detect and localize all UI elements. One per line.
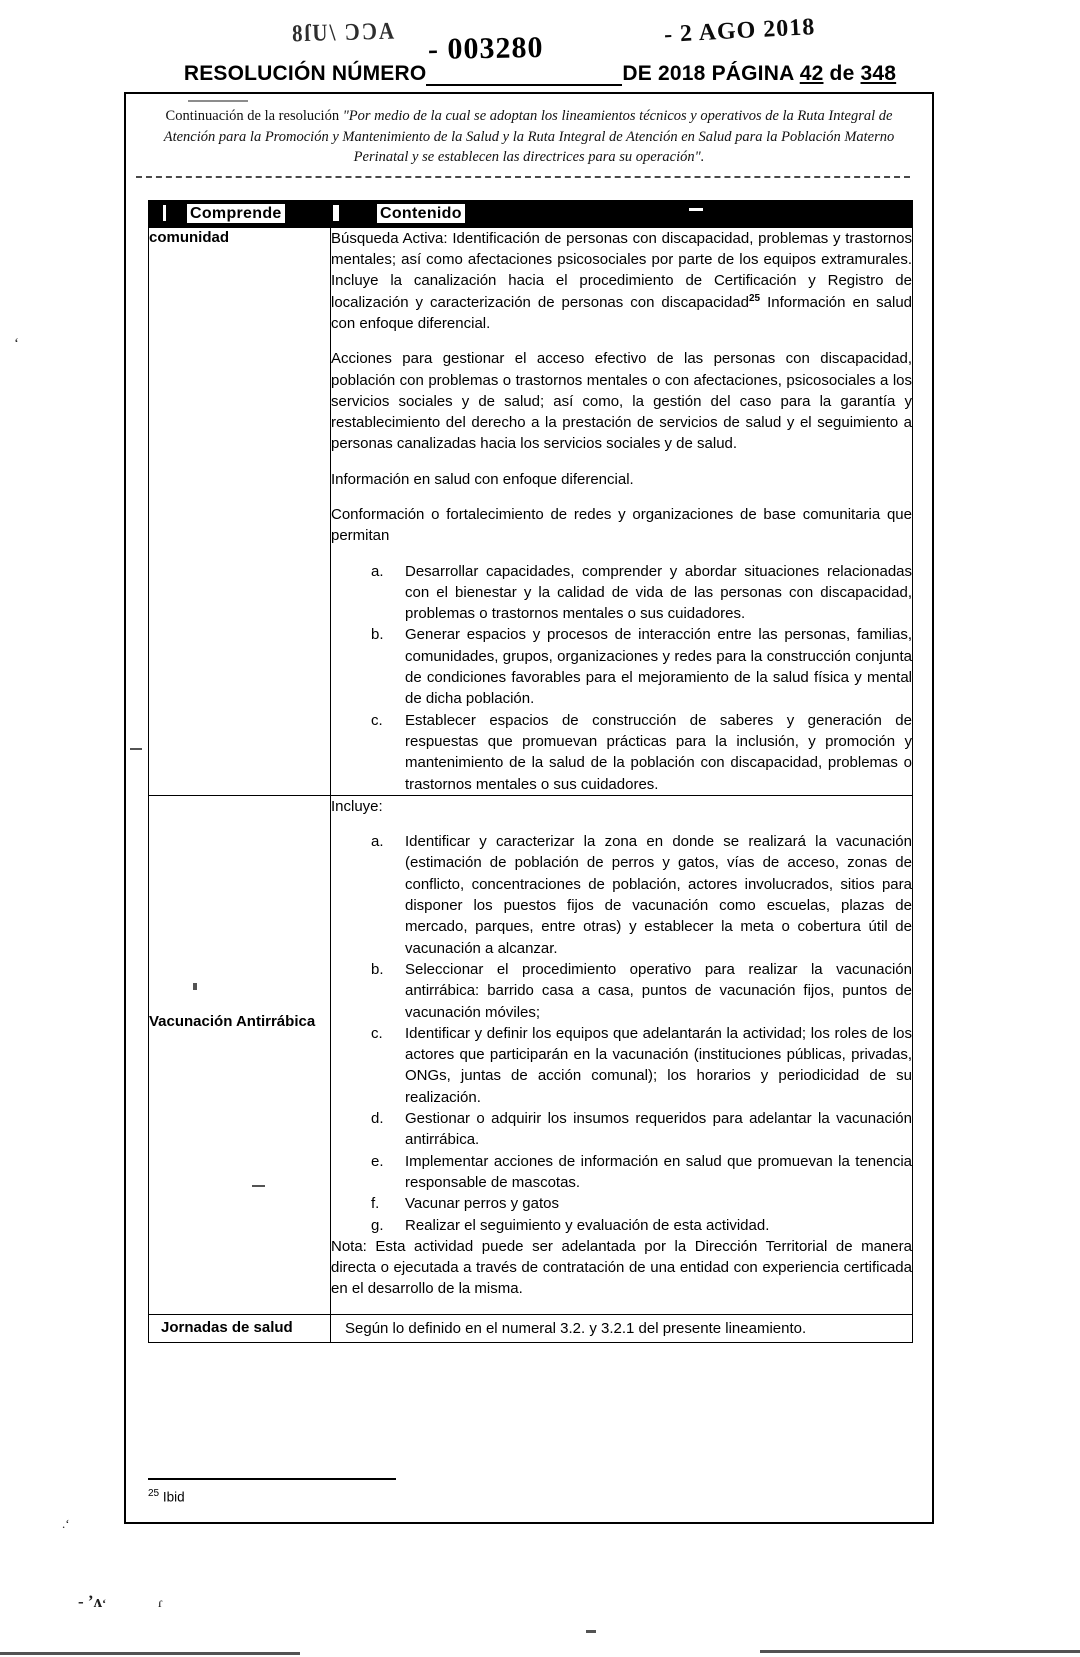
paragraph-busqueda-tail: Información en salud con enfoque diferencial. <box>331 293 913 332</box>
table-row <box>149 795 913 1314</box>
resolution-mid-label: DE 2018 PÁGINA <box>622 62 794 85</box>
footnote-separator <box>148 1478 396 1480</box>
list-item-text: Implementar acciones de información en salud que promuevan la tenencia responsable de mascotas. <box>405 1152 912 1191</box>
resolution-stamp <box>0 14 1080 67</box>
list-marker: e. <box>371 1152 384 1170</box>
header-speck-left <box>163 205 166 221</box>
list-item <box>371 959 912 1023</box>
list-item-text: Desarrollar capacidades, comprender y abordar situaciones relacionadas con el bienestar y la calidad de vida de las personas con discapacidad, problemas o trastornos mentales o sus cuidadores. <box>405 562 912 623</box>
row-label-vacunacion-antirrabica: Vacunación Antirrábica <box>149 795 331 1314</box>
document-frame <box>124 92 934 1524</box>
page-total: 348 <box>860 62 897 85</box>
table-row <box>149 1314 913 1342</box>
content-table <box>148 200 913 1343</box>
resolution-line <box>0 62 1080 86</box>
continuation-quote: "Por medio de la cual se adoptan los lineamientos técnicos y operativos de la Ruta Integral de Atención para la Promoción y Mantenimiento de la Salud y la Ruta Integral de Atención en Salud para la Población Materno Perinatal y se establecen las directrices para su operación". <box>163 108 895 166</box>
scan-speck-left-tick <box>193 983 197 990</box>
column-header-contenido: Contenido <box>377 204 465 223</box>
page-header <box>0 14 1080 85</box>
table-row <box>149 227 913 795</box>
scan-mark-bottom-left: .ʻ <box>62 1516 70 1531</box>
page-de-label: de <box>829 62 855 85</box>
content-table-wrapper <box>148 200 913 1343</box>
paragraph-acciones: Acciones para gestionar el acceso efectivo de las personas con discapacidad, población con problemas o trastornos mentales o con afectaciones, psicosociales a los servicios sociales y de salud; así como, la gestión del caso para la garantía y restablecimiento del derecho a la prestación de servicios de salud y el seguimiento a personas canalizadas hacia los servicios sociales y de salud. <box>331 350 912 453</box>
scan-speck-bottom-center <box>586 1630 596 1633</box>
list-marker: g. <box>371 1216 384 1234</box>
list-item-text: Establecer espacios de construcción de saberes y generación de respuestas que promuevan prácticas para la inclusión, y promoción y mantenimiento de la salud de la población con discapacidad, problemas o trastornos mentales o sus cuidadores. <box>405 711 912 793</box>
dashed-divider <box>136 176 910 178</box>
footnote-text: Ibid <box>162 1489 185 1505</box>
row-label-jornadas-de-salud: Jornadas de salud <box>149 1314 331 1342</box>
list-marker: c. <box>371 1024 383 1042</box>
table-header-bar <box>149 200 913 227</box>
list-marker: c. <box>371 711 383 729</box>
list-marker: b. <box>371 960 384 978</box>
continuation-paragraph <box>152 106 906 168</box>
list-vacunacion <box>331 831 912 1236</box>
list-marker: d. <box>371 1110 384 1128</box>
row-content-vacunacion <box>331 795 913 1314</box>
row-label-comunidad: comunidad <box>149 227 331 795</box>
paragraph-busqueda-activa <box>331 228 912 334</box>
footnote-ref-25: 25 <box>749 292 761 304</box>
continuation-lead: Continuación de la resolución <box>165 108 343 124</box>
list-marker: a. <box>371 833 384 851</box>
paragraph-busqueda-text: Búsqueda Activa: Identificación de personas con discapacidad, problemas y trastornos mentales; así como afectaciones psicosociales por parte de los equipos extramurales. Incluye la canalización hacia el procedimiento de Certificación y Registro de localización y caracterización de personas con discapacidad <box>331 229 912 311</box>
paragraph-informacion-salud: Información en salud con enfoque diferencial. <box>331 470 634 488</box>
list-item <box>371 624 912 709</box>
list-item-text: Realizar el seguimiento y evaluación de esta actividad. <box>405 1216 770 1234</box>
list-item <box>371 561 912 625</box>
list-item <box>371 1215 912 1236</box>
list-item <box>371 1193 912 1214</box>
header-column-divider-tick <box>333 205 339 221</box>
stamp-ghost-text: 8ſU\ ƆƆA <box>291 16 397 48</box>
scan-speck-header-top <box>188 100 248 102</box>
stamp-date: - 2 AGO 2018 <box>663 14 816 48</box>
resolution-prefix-label: RESOLUCIÓN NÚMERO <box>183 62 427 85</box>
list-item-text: Identificar y caracterizar la zona en donde se realizará la vacunación (estimación de población de perros y gatos, vías de acceso, zonas de conflicto, concentraciones de población, actores involucrados, sitios para disponer los puestos fijos de vacunación como escuelas, plazas de mercado, parques, entre otras) y establecer la meta o cobertura útil de vacunación a alcanzar. <box>405 833 912 957</box>
list-marker: b. <box>371 626 384 644</box>
list-marker: a. <box>371 562 384 580</box>
scan-mark-bottom-scribble: - ʼʌʻ <box>78 1592 107 1611</box>
list-item-text: Seleccionar el procedimiento operativo para realizar la vacunación antirrábica: barrido casa a casa, puntos de vacunación fijos, puntos de vacunación móviles; <box>405 960 912 1021</box>
table-header-row <box>149 200 913 227</box>
stamp-resolution-number: - 003280 <box>427 30 544 67</box>
page-current: 42 <box>799 62 824 85</box>
list-item <box>371 1151 912 1194</box>
list-item <box>371 710 912 795</box>
header-speck-right <box>689 208 703 211</box>
footnote-marker: 25 <box>148 1488 160 1499</box>
scan-speck-bottom-edge-left <box>0 1652 300 1655</box>
nota-paragraph: Nota: Esta actividad puede ser adelantada por la Dirección Territorial de manera directa o ejecutada a través de contratación de una entidad con experiencia certificada en el desarrollo de la misma. <box>331 1237 912 1298</box>
footnote <box>148 1488 185 1505</box>
scan-speck-mid-dash <box>252 1185 265 1187</box>
scan-speck-left-dash <box>130 748 142 750</box>
list-item-text: Gestionar o adquirir los insumos requeridos para adelantar la vacunación antirrábica. <box>405 1110 912 1149</box>
paragraph-conformacion: Conformación o fortalecimiento de redes y organizaciones de base comunitaria que permitan <box>331 506 912 545</box>
scan-mark-left-c: ʻ <box>14 336 19 352</box>
list-comunidad <box>331 561 912 795</box>
list-marker: f. <box>371 1195 380 1213</box>
list-item <box>371 1108 912 1151</box>
row-content-jornadas: Según lo definido en el numeral 3.2. y 3.2.1 del presente lineamiento. <box>331 1314 913 1342</box>
list-item-text: Identificar y definir los equipos que adelantarán la actividad; los roles de los actores que participarán en la vacunación (instituciones públicas, privadas, ONGs, juntas de acción comunal); los horarios y periodicidad de su realización. <box>405 1024 912 1106</box>
list-item-text: Vacunar perros y gatos <box>405 1195 559 1213</box>
column-header-comprende: Comprende <box>187 204 285 223</box>
incluye-label: Incluye: <box>331 797 383 815</box>
row-content-comunidad <box>331 227 913 795</box>
resolution-number-blank <box>426 67 622 86</box>
list-item <box>371 1023 912 1108</box>
list-item <box>371 831 912 959</box>
scan-mark-bottom-r: ɾ <box>158 1596 163 1611</box>
scan-speck-bottom-edge-right <box>760 1650 1080 1653</box>
list-item-text: Generar espacios y procesos de interacción entre las personas, familias, comunidades, grupos, organizaciones y redes para la construcción conjunta de condiciones favorables para el mejoramiento de la salud física y mental de dicha población. <box>405 626 912 708</box>
